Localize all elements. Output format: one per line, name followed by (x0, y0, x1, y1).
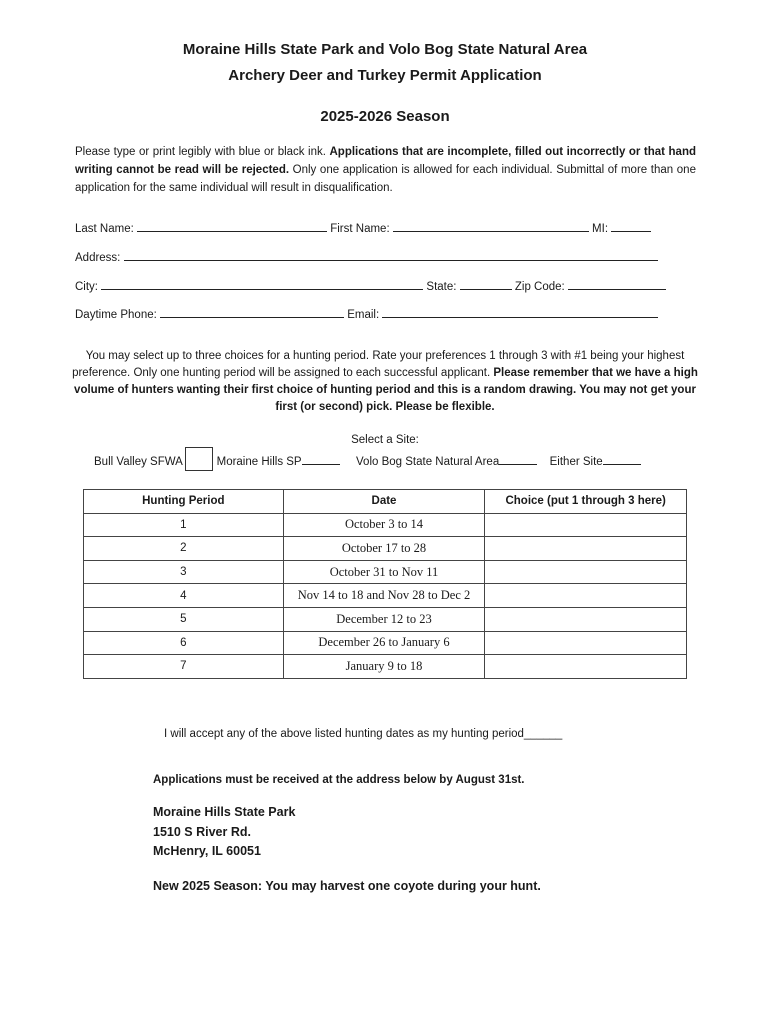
address-label: Address: (75, 252, 121, 264)
zip-label: Zip Code: (514, 281, 565, 293)
period-cell: 7 (84, 655, 284, 679)
table-row (84, 655, 687, 679)
bull-valley-label: Bull Valley SFWA (94, 456, 183, 468)
first-name-field[interactable] (393, 219, 589, 232)
preferences-paragraph (72, 348, 698, 416)
period-cell: 1 (84, 513, 284, 537)
period-cell: 6 (84, 631, 284, 655)
phone-row (75, 305, 675, 321)
bull-valley-checkbox[interactable] (185, 447, 213, 471)
period-cell: 4 (84, 584, 284, 608)
last-name-label: Last Name: (75, 223, 134, 235)
date-cell: December 12 to 23 (283, 607, 485, 631)
mi-field[interactable] (611, 219, 651, 232)
date-cell: Nov 14 to 18 and Nov 28 to Dec 2 (283, 584, 485, 608)
choice-cell[interactable] (485, 513, 687, 537)
date-cell: October 31 to Nov 11 (283, 560, 485, 584)
season-heading: 2025-2026 Season (320, 108, 450, 125)
moraine-hills-label: Moraine Hills SP (216, 456, 302, 468)
name-row (75, 219, 675, 235)
select-site-heading: Select a Site: (351, 434, 419, 446)
period-cell: 3 (84, 560, 284, 584)
header-hunting-period: Hunting Period (84, 490, 284, 514)
phone-field[interactable] (160, 305, 344, 318)
hunting-period-table (83, 489, 687, 679)
zip-field[interactable] (568, 277, 666, 290)
city-label: City: (75, 281, 98, 293)
table-row (84, 607, 687, 631)
volo-bog-field[interactable] (499, 452, 537, 465)
form-title-line2: Archery Deer and Turkey Permit Application (228, 67, 542, 84)
state-field[interactable] (460, 277, 512, 290)
table-header-row (84, 490, 687, 514)
moraine-hills-field[interactable] (302, 452, 340, 465)
email-label: Email: (347, 309, 380, 321)
date-cell: October 17 to 28 (283, 537, 485, 561)
address-line-2: 1510 S River Rd. (153, 824, 251, 839)
period-cell: 2 (84, 537, 284, 561)
either-site-field[interactable] (603, 452, 641, 465)
table-row (84, 560, 687, 584)
choice-cell[interactable] (485, 607, 687, 631)
city-field[interactable] (101, 277, 423, 290)
intro-text-2: Only one application is allowed for each individual. Submittal of more than one application for the same individual will result in disqualification. (75, 164, 696, 194)
site-options-row (94, 447, 694, 471)
deadline-text: Applications must be received at the address below by August 31st. (153, 774, 525, 786)
state-label: State: (426, 281, 457, 293)
date-cell: December 26 to January 6 (283, 631, 485, 655)
header-choice: Choice (put 1 through 3 here) (485, 490, 687, 514)
choice-cell[interactable] (485, 560, 687, 584)
table-row (84, 513, 687, 537)
address-line-3: McHenry, IL 60051 (153, 844, 261, 858)
mi-label: MI: (592, 223, 609, 235)
form-title-line1: Moraine Hills State Park and Volo Bog State Natural Area (182, 41, 588, 58)
first-name-label: First Name: (330, 223, 390, 235)
address-line-1: Moraine Hills State Park (153, 805, 296, 819)
preferences-bold-text: Please remember that we have a high volume of hunters wanting their first choice of hunting period and this is a random drawing. You may not get your first (or second) pick. Please be flexible. (74, 367, 698, 413)
volo-bog-label: Volo Bog State Natural Area (356, 456, 500, 468)
either-site-label: Either Site (549, 456, 603, 468)
email-field[interactable] (382, 305, 658, 318)
city-row (75, 277, 675, 293)
choice-cell[interactable] (485, 631, 687, 655)
choice-cell[interactable] (485, 655, 687, 679)
table-row (84, 631, 687, 655)
intro-text-1: Please type or print legibly with blue or black ink. (75, 146, 330, 158)
period-cell: 5 (84, 607, 284, 631)
preferences-text: You may select up to three choices for a hunting period. Rate your preferences 1 through 3 with #1 being your highest preference. Only one hunting period will be assigned to each successful applicant. (72, 350, 685, 379)
coyote-note: New 2025 Season: You may harvest one coyote during your hunt. (153, 879, 541, 893)
date-cell: January 9 to 18 (283, 655, 485, 679)
intro-text-bold: Applications that are incomplete, filled out incorrectly or that hand writing cannot be read will be rejected. (75, 146, 696, 176)
table-row (84, 537, 687, 561)
intro-paragraph (75, 143, 696, 197)
table-row (84, 584, 687, 608)
header-date: Date (283, 490, 485, 514)
address-row (75, 248, 675, 264)
date-cell: October 3 to 14 (283, 513, 485, 537)
mailing-address (153, 803, 295, 862)
last-name-field[interactable] (137, 219, 327, 232)
address-field[interactable] (124, 248, 658, 261)
accept-any-dates-text: I will accept any of the above listed hunting dates as my hunting period______ (164, 728, 563, 740)
phone-label: Daytime Phone: (75, 309, 157, 321)
choice-cell[interactable] (485, 584, 687, 608)
choice-cell[interactable] (485, 537, 687, 561)
